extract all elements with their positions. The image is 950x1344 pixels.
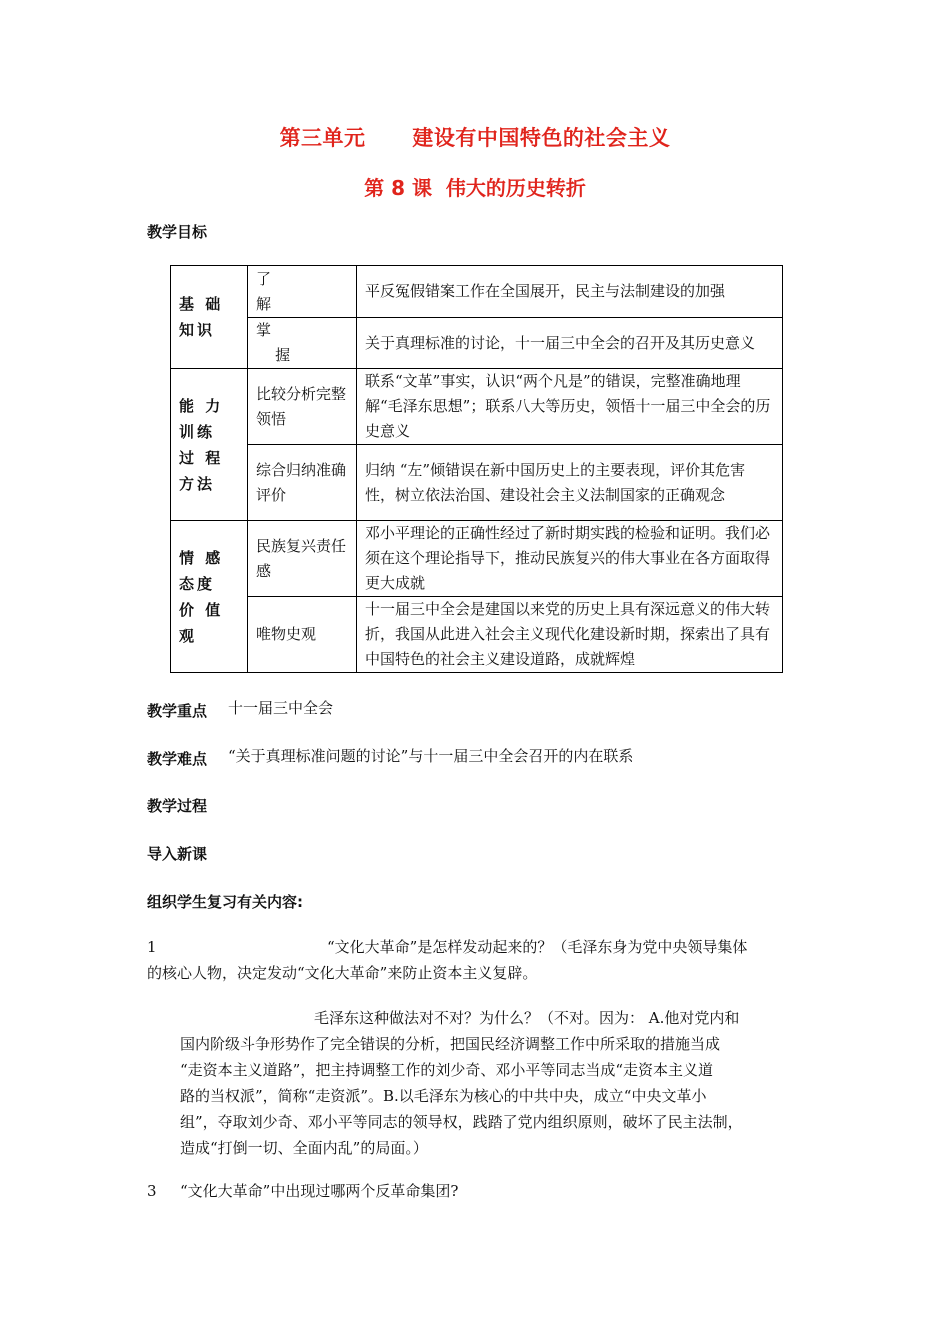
goal-desc: 邓小平理论的正确性经过了新时期实践的检验和证明。我们必须在这个理论指导下，推动民族复兴的伟大事业在各方面取得更大成就 <box>357 521 783 597</box>
goal-desc: 十一届三中全会是建国以来党的历史上具有深远意义的伟大转折，我国从此进入社会主义现代化建设新时期，探索出了具有中国特色的社会主义建设道路，成就辉煌 <box>357 597 783 673</box>
question-2-line: 毛泽东这种做法对不对？为什么？（不对。因为： A.他对党内和 <box>314 1009 740 1027</box>
question-2-line: 路的当权派”，简称“走资派”。B.以毛泽东为核心的中共中央，成立“中央文革小 <box>180 1087 707 1105</box>
question-2-line: 造成“打倒一切、全面内乱”的局面。） <box>180 1139 428 1157</box>
process-label: 教学过程 <box>147 797 208 815</box>
goal-sub: 唯物史观 <box>248 597 357 673</box>
question-3-number: 3 <box>147 1182 157 1200</box>
goal-desc: 平反冤假错案工作在全国展开，民主与法制建设的加强 <box>357 266 783 318</box>
goal-sub: 了 解 <box>248 266 357 318</box>
goals-table <box>170 265 783 673</box>
question-2-line: “走资本主义道路”，把主持调整工作的刘少奇、邓小平等同志当成“走资本主义道 <box>180 1061 714 1079</box>
table-row <box>171 597 783 673</box>
goal-sub: 掌 握 <box>248 318 357 369</box>
unit-title: 第三单元 建设有中国特色的社会主义 <box>279 126 671 150</box>
table-row <box>171 445 783 521</box>
difficulty-text: “关于真理标准问题的讨论”与十一届三中全会召开的内在联系 <box>228 747 634 765</box>
goals-heading: 教学目标 <box>147 223 208 241</box>
question-3-text: “文化大革命”中出现过哪两个反革命集团? <box>180 1182 459 1200</box>
goal-category: 能 力 训练 过 程方法 <box>171 369 248 521</box>
goal-sub: 民族复兴责任 感 <box>248 521 357 597</box>
lesson-title: 第 8 课 伟大的历史转折 <box>364 176 586 200</box>
question-2-line: 国内阶级斗争形势作了完全错误的分析，把国民经济调整工作中所采取的措施当成 <box>180 1035 721 1053</box>
question-1-line-2: 的核心人物，决定发动“文化大革命”来防止资本主义复辟。 <box>147 964 538 982</box>
difficulty-label: 教学难点 <box>147 750 208 768</box>
review-label: 组织学生复习有关内容: <box>147 893 303 911</box>
goal-sub: 综合归纳准确评价 <box>248 445 357 521</box>
goal-sub: 比较分析完整领悟 <box>248 369 357 445</box>
goal-desc: 归纳 “左”倾错误在新中国历史上的主要表现，评价其危害性，树立依法治国、建设社会主义法制国家的正确观念 <box>357 445 783 521</box>
key-point-text: 十一届三中全会 <box>228 699 334 717</box>
question-1-line-1: “文化大革命”是怎样发动起来的？（毛泽东身为党中央领导集体 <box>327 938 748 956</box>
table-row <box>171 318 783 369</box>
table-row <box>171 521 783 597</box>
key-point-label: 教学重点 <box>147 702 208 720</box>
goal-desc: 关于真理标准的讨论，十一届三中全会的召开及其历史意义 <box>357 318 783 369</box>
table-row <box>171 266 783 318</box>
question-1-number: 1 <box>147 938 157 956</box>
goal-category: 基 础 知识 <box>171 266 248 369</box>
question-2-line: 组”，夺取刘少奇、邓小平等同志的领导权，践踏了党内组织原则，破坏了民主法制， <box>180 1113 743 1131</box>
table-row <box>171 369 783 445</box>
intro-label: 导入新课 <box>147 845 208 863</box>
goal-category: 情 感 态度 价 值观 <box>171 521 248 673</box>
goal-desc: 联系“文革”事实，认识“两个凡是”的错误，完整准确地理解“毛泽东思想”；联系八大等历史，领悟十一届三中全会的历史意义 <box>357 369 783 445</box>
